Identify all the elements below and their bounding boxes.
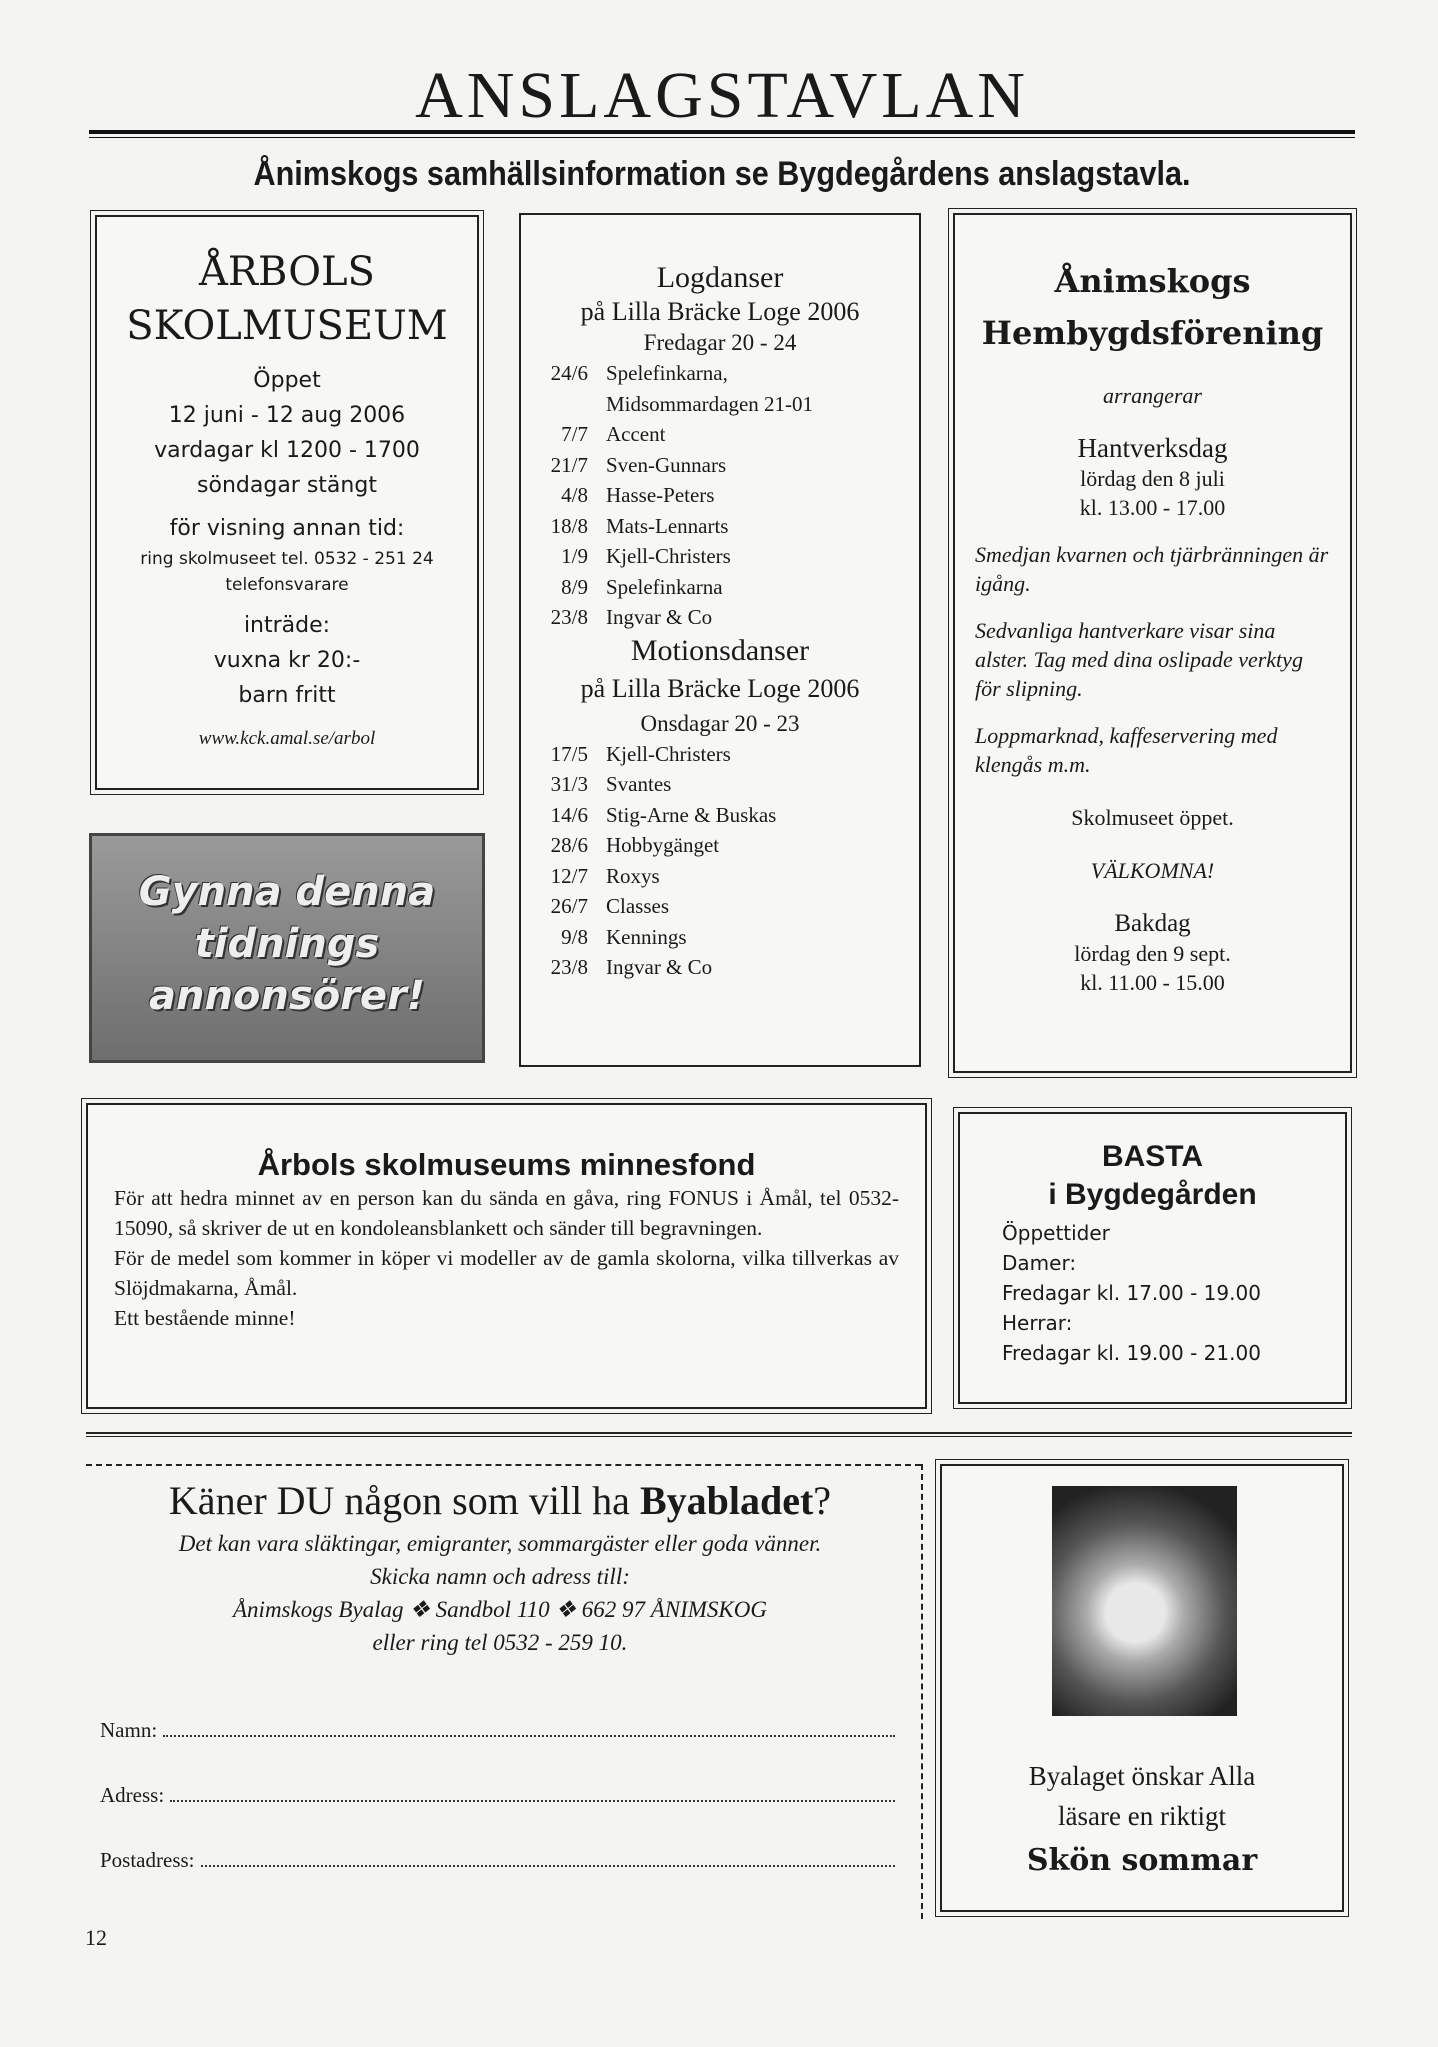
- text: kl. 11.00 - 15.00: [1080, 970, 1225, 995]
- schedule-row: [521, 572, 919, 603]
- band: Mats-Lennarts: [606, 513, 729, 538]
- text: Fredagar kl. 19.00 - 21.00: [1002, 1341, 1261, 1365]
- date: 23/8: [550, 955, 588, 979]
- heading: Logdanser: [656, 261, 784, 294]
- text: Fredagar 20 - 24: [643, 330, 797, 355]
- text: ?: [813, 1478, 832, 1523]
- schedule-row: [521, 389, 919, 420]
- name-field[interactable]: [100, 1718, 895, 1743]
- text: Bakdag: [1114, 910, 1191, 937]
- text: ring skolmuseet tel. 0532 - 251 24: [140, 549, 434, 569]
- label: Namn:: [100, 1718, 158, 1742]
- date: 17/5: [550, 741, 588, 766]
- text: Byabladet: [639, 1478, 814, 1523]
- text: Smedjan kvarnen och tjärbränningen är igång.: [975, 542, 1329, 596]
- band: Sven-Gunnars: [606, 452, 727, 477]
- text: läsare en riktigt: [1058, 1801, 1226, 1831]
- text: Gynna denna: [138, 869, 436, 915]
- schedule-row: [521, 800, 919, 831]
- band: Accent: [606, 422, 666, 446]
- text: arrangerar: [1102, 383, 1202, 408]
- band: Ingvar & Co: [606, 605, 713, 629]
- cut-line: [86, 1464, 921, 1466]
- schedule-row: [521, 861, 919, 892]
- band: Roxys: [606, 863, 660, 888]
- band: Stig-Arne & Buskas: [606, 802, 777, 827]
- museum-title: ÅRBOLS: [199, 249, 375, 295]
- text: Öppet: [253, 368, 321, 393]
- text: Skön sommar: [1026, 1843, 1258, 1878]
- date: 4/8: [561, 483, 588, 507]
- heading: Motionsdanser: [630, 633, 810, 667]
- text: VÄLKOMNA!: [1090, 858, 1215, 883]
- text: vardagar kl 1200 - 1700: [154, 438, 420, 463]
- date: 14/6: [550, 802, 588, 827]
- text: lördag den 9 sept.: [1074, 941, 1231, 966]
- text: För de medel som kommer in köper vi modeller av de gamla skolorna, vilka tillverkas av Slöjdmakarna, Åmål.: [114, 1246, 899, 1300]
- date: 23/8: [550, 605, 588, 629]
- text: telefonsvarare: [225, 575, 349, 595]
- text: inträde:: [243, 613, 331, 638]
- band: Svantes: [606, 772, 672, 796]
- schedule-row: [521, 602, 919, 633]
- text: på Lilla Bräcke Loge 2006: [580, 673, 860, 703]
- text: Skicka namn och adress till:: [370, 1564, 630, 1589]
- date: 26/7: [550, 894, 588, 918]
- text: Ånimskogs Byalag ❖ Sandbol 110 ❖ 662 97 ÅNIMSKOG: [233, 1597, 767, 1622]
- band: Hobbygänget: [606, 833, 720, 857]
- label: Adress:: [100, 1783, 165, 1807]
- text: eller ring tel 0532 - 259 10.: [372, 1630, 628, 1655]
- text: Damer:: [1002, 1251, 1077, 1275]
- text: annonsörer!: [148, 973, 425, 1019]
- advertiser-banner: [89, 833, 485, 1063]
- date: 18/8: [550, 513, 588, 538]
- schedule-row: [521, 769, 919, 800]
- schedule-row: [521, 891, 919, 922]
- text: Onsdagar 20 - 23: [640, 710, 800, 736]
- date: 8/9: [561, 574, 588, 599]
- memorial-fund-notice: [86, 1103, 927, 1409]
- text: på Lilla Bräcke Loge 2006: [580, 297, 860, 326]
- postal-address-field[interactable]: [100, 1848, 895, 1873]
- text: Skolmuseet öppet.: [1071, 805, 1234, 830]
- text: tidnings: [194, 921, 380, 967]
- text: Öppettider: [1002, 1221, 1110, 1245]
- divider: [89, 130, 1355, 138]
- heading: [90, 1475, 910, 1527]
- address-field[interactable]: [100, 1783, 895, 1808]
- text: 12 juni - 12 aug 2006: [168, 403, 406, 428]
- heading: i Bygdegården: [1048, 1178, 1257, 1211]
- band: Kjell-Christers: [606, 741, 731, 766]
- divider: [86, 1432, 1352, 1437]
- date: 31/3: [550, 772, 588, 796]
- text: kl. 13.00 - 17.00: [1079, 495, 1226, 520]
- page-number: 12: [85, 1925, 107, 1950]
- text: Herrar:: [1002, 1311, 1073, 1335]
- text: för visning annan tid:: [169, 516, 405, 541]
- text: söndagar stängt: [197, 473, 377, 498]
- date: 28/6: [550, 833, 588, 857]
- text: lördag den 8 juli: [1080, 466, 1225, 491]
- sauna-notice: [958, 1112, 1347, 1404]
- date: 21/7: [550, 452, 588, 477]
- schedule-row: [521, 450, 919, 481]
- date: 12/7: [550, 863, 588, 888]
- schedule-row: [521, 739, 919, 770]
- band: Kennings: [606, 924, 687, 949]
- band: Spelefinkarna: [606, 574, 723, 599]
- date: 7/7: [561, 422, 588, 446]
- date: [521, 389, 606, 420]
- text: Käner DU någon som vill ha: [168, 1478, 640, 1523]
- date: 1/9: [561, 544, 588, 568]
- date: 9/8: [561, 924, 588, 949]
- band: Hasse-Peters: [606, 483, 715, 507]
- summer-greeting: [940, 1464, 1344, 1912]
- band: Ingvar & Co: [606, 955, 713, 979]
- heading: Ånimskogs: [1054, 262, 1251, 300]
- text: Loppmarknad, kaffeservering med klengås m.m.: [975, 723, 1278, 777]
- schedule-row: [521, 830, 919, 861]
- label: Postadress:: [100, 1848, 195, 1872]
- page-title: ANSLAGSTAVLAN: [415, 59, 1029, 132]
- text: Byalaget önskar Alla: [1028, 1761, 1256, 1791]
- text: vuxna kr 20:-: [213, 648, 361, 673]
- museum-url: www.kck.amal.se/arbol: [198, 728, 376, 749]
- schedule-row: [521, 419, 919, 450]
- band: Midsommardagen 21-01: [606, 391, 814, 416]
- schedule-row: [521, 480, 919, 511]
- band: Kjell-Christers: [606, 544, 731, 568]
- museum-notice: [95, 215, 479, 790]
- band: Classes: [606, 894, 669, 918]
- subscription-form: [90, 1475, 910, 1659]
- heading: Årbols skolmuseums minnesfond: [257, 1147, 756, 1182]
- text: Fredagar kl. 17.00 - 19.00: [1002, 1281, 1261, 1305]
- text: Ett bestående minne!: [114, 1306, 296, 1330]
- heading: Hembygdsförening: [981, 314, 1324, 352]
- schedule-row: [521, 952, 919, 983]
- schedule-row: [521, 541, 919, 572]
- text: Hantverksdag: [1077, 433, 1228, 463]
- date: 24/6: [550, 361, 588, 385]
- text: barn fritt: [238, 683, 336, 708]
- heritage-society-notice: [953, 213, 1352, 1073]
- flower-photo: [1052, 1486, 1237, 1716]
- text: Sedvanliga hantverkare visar sina alster. Tag med dina oslipade verktyg för slipning.: [975, 618, 1303, 701]
- band: Spelefinkarna,: [606, 361, 728, 385]
- schedule-row: [521, 358, 919, 389]
- museum-title: SKOLMUSEUM: [126, 303, 448, 349]
- text: Det kan vara släktingar, emigranter, sommargäster eller goda vänner.: [178, 1531, 822, 1556]
- text: För att hedra minnet av en person kan du sända en gåva, ring FONUS i Åmål, tel 0532-15090, så skriver de ut en kondoleansblankett och sänder till begravningen.: [114, 1186, 899, 1240]
- subtitle: Ånimskogs samhällsinformation se Bygdegårdens anslagstavla.: [253, 155, 1191, 193]
- dance-schedule: [519, 213, 921, 1067]
- schedule-row: [521, 511, 919, 542]
- heading: BASTA: [1101, 1140, 1204, 1173]
- cut-line: [921, 1464, 923, 1919]
- schedule-row: [521, 922, 919, 953]
